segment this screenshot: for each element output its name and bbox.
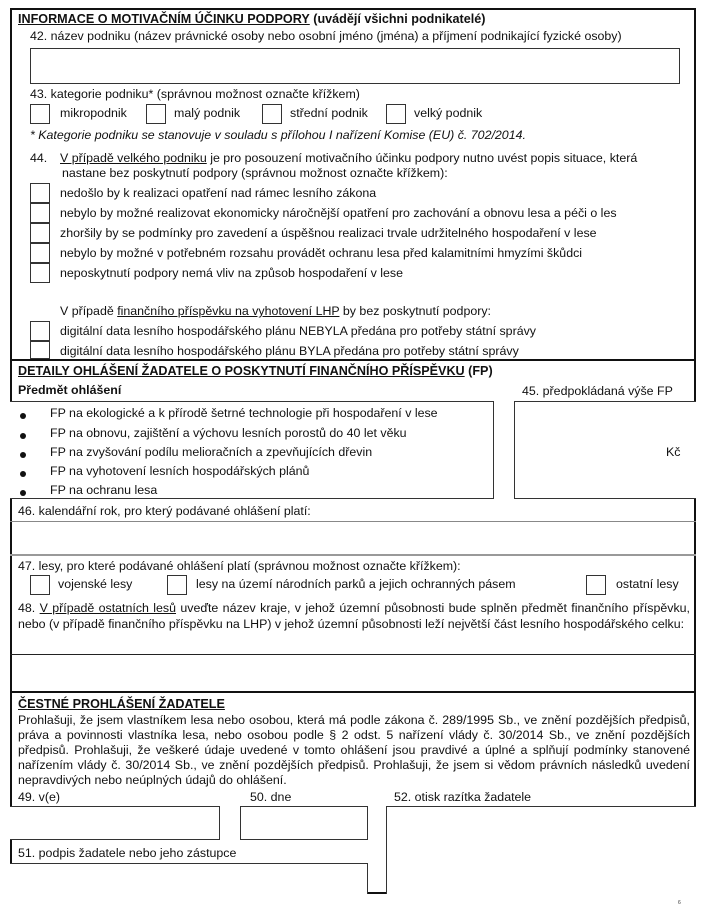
section-motivation-heading xyxy=(18,12,485,28)
q52-label: 52. otisk razítka žadatele xyxy=(394,790,532,804)
q43-footnote: * Kategorie podniku se stanovuje v souladu s přílohou I nařízení Komise (EU) č. 702/2014. xyxy=(30,128,526,142)
subject-item-1: FP na ekologické a k přírodě šetrné technologie při hospodaření v lese xyxy=(50,406,438,420)
q47-checkbox-national-parks[interactable] xyxy=(167,575,187,595)
q44-label xyxy=(60,151,690,167)
q51-signature-field[interactable] xyxy=(10,863,368,894)
q45-label: 45. předpokládaná výše FP xyxy=(522,384,673,398)
q50-date-field[interactable] xyxy=(240,806,368,840)
section-details-heading xyxy=(18,364,493,380)
q50-label: 50. dne xyxy=(250,790,292,804)
page-mark: 6 xyxy=(678,900,681,906)
q47-checkbox-military[interactable] xyxy=(30,575,50,595)
q43-label: 43. kategorie podniku* (správnou možnost označte křížkem) xyxy=(30,87,360,101)
q44-number: 44. xyxy=(30,151,48,165)
q47-option-military: vojenské lesy xyxy=(58,577,133,591)
q44-option-4: nebylo by možné v potřebném rozsahu provádět ochranu lesa před kalamitními hmyzími škůdci xyxy=(60,246,583,260)
subject-item-5: FP na ochranu lesa xyxy=(50,483,158,497)
lhp-intro-underlined: finančního příspěvku na vyhotovení LHP xyxy=(117,304,340,318)
q43-option-large: velký podnik xyxy=(414,106,483,120)
q42-label: 42. název podniku (název právnické osoby nebo osobní jméno (jména) a příjmení podnikající fyzické osoby) xyxy=(30,29,622,43)
subject-label: Předmět ohlášení xyxy=(18,383,122,397)
q42-company-name-field[interactable] xyxy=(30,48,680,84)
declaration-text: Prohlašuji, že jsem vlastníkem lesa nebo osobou, která má podle zákona č. 289/1995 Sb., ve znění pozdějších předpisů, práva a povinnosti vlastníka lesa, nebo osobou podle § 2 odst. 5 nařízení vlády č. 30/2014 Sb., ve znění pozdějších předpisů. Prohlašuji, že veškeré údaje uvedené v tomto ohlášení jsou pravdivé a úplné a splňují podmínky stanovené nařízením vlády č. 30/2014 Sb., ve znění pozdějších předpisů. Prohlašuji, že jsem si vědom právních následků uvedení nepravdivých nebo neúplných údajů do ohlášení. xyxy=(18,713,690,787)
q44-label-rest: je pro posouzení motivačního účinku podpory nutno uvést popis situace, která xyxy=(210,151,638,165)
q44-checkbox-5[interactable] xyxy=(30,263,50,283)
bullet-icon xyxy=(20,490,26,496)
bullet-icon xyxy=(20,452,26,458)
section-details-suffix: (FP) xyxy=(468,364,493,378)
bullet-icon xyxy=(20,471,26,477)
q46-year-field[interactable] xyxy=(12,522,694,554)
subject-item-2: FP na obnovu, zajištění a výchovu lesních porostů do 40 let věku xyxy=(50,426,407,440)
q51-label: 51. podpis žadatele nebo jeho zástupce xyxy=(18,846,237,860)
q44-checkbox-2[interactable] xyxy=(30,203,50,223)
q46-bottom-divider xyxy=(10,554,696,556)
section-declaration-title: ČESTNÉ PROHLÁŠENÍ ŽADATELE xyxy=(18,697,225,711)
q48-label: 48. V případě ostatních lesů uveďte název kraje, v jehož územní působnosti bude splněn předmět finančního příspěvku, nebo (v případě finančního příspěvku na LHP) v jehož územní působnosti leží největší část lesního hospodářského celku: xyxy=(18,601,690,631)
q44-checkbox-4[interactable] xyxy=(30,243,50,263)
q44-option-1: nedošlo by k realizaci opatření nad rámec lesního zákona xyxy=(60,186,377,200)
section-divider xyxy=(10,691,696,693)
q44-option-2: nebylo by možné realizovat ekonomicky náročnější opatření pro zachování a obnovu lesa a péči o les xyxy=(60,206,617,220)
q43-checkbox-micro[interactable] xyxy=(30,104,50,124)
q43-option-small: malý podnik xyxy=(174,106,241,120)
q48-label-underlined: V případě ostatních lesů xyxy=(39,601,177,615)
q45-currency: Kč xyxy=(666,445,681,459)
q47-checkbox-other[interactable] xyxy=(586,575,606,595)
q47-option-national-parks: lesy na území národních parků a jejich ochranných pásem xyxy=(196,577,516,591)
lhp-checkbox-delivered[interactable] xyxy=(30,341,50,359)
q43-checkbox-medium[interactable] xyxy=(262,104,282,124)
q43-option-micro: mikropodnik xyxy=(60,106,127,120)
lhp-checkbox-not-delivered[interactable] xyxy=(30,321,50,341)
subject-item-4: FP na vyhotovení lesních hospodářských plánů xyxy=(50,464,310,478)
q44-label-line2: nastane bez poskytnutí podpory (správnou možnost označte křížkem): xyxy=(62,166,448,180)
q52-stamp-field[interactable] xyxy=(386,806,696,894)
q47-option-other: ostatní lesy xyxy=(616,577,679,591)
q47-label: 47. lesy, pro které podávané ohlášení platí (správnou možnost označte křížkem): xyxy=(18,559,461,573)
q49-label: 49. v(e) xyxy=(18,790,61,804)
q44-option-5: neposkytnutí podpory nemá vliv na způsob hospodaření v lese xyxy=(60,266,404,280)
bullet-icon xyxy=(20,413,26,419)
lhp-option-delivered: digitální data lesního hospodářského plánu BYLA předána pro potřeby státní správy xyxy=(60,344,519,358)
lhp-intro: V případě finančního příspěvku na vyhotovení LHP by bez poskytnutí podpory: xyxy=(60,304,491,318)
q48-region-field[interactable] xyxy=(12,655,694,691)
q43-checkbox-large[interactable] xyxy=(386,104,406,124)
bullet-icon xyxy=(20,433,26,439)
subject-item-3: FP na zvyšování podílu melioračních a zpevňujících dřevin xyxy=(50,445,373,459)
q44-checkbox-3[interactable] xyxy=(30,223,50,243)
section-divider xyxy=(10,359,696,361)
section-details-title: DETAILY OHLÁŠENÍ ŽADATELE O POSKYTNUTÍ FINANČNÍHO PŘÍSPĚVKU xyxy=(18,364,465,378)
q49-place-field[interactable] xyxy=(10,806,220,840)
lhp-option-not-delivered: digitální data lesního hospodářského plánu NEBYLA předána pro potřeby státní správy xyxy=(60,324,536,338)
q44-option-3: zhoršily by se podmínky pro zavedení a úspěšnou realizaci trvale udržitelného hospodaření v lese xyxy=(60,226,597,240)
form-page xyxy=(10,8,696,894)
q43-checkbox-small[interactable] xyxy=(146,104,166,124)
q43-option-medium: střední podnik xyxy=(290,106,368,120)
section-motivation-title: INFORMACE O MOTIVAČNÍM ÚČINKU PODPORY xyxy=(18,12,310,26)
q44-label-underlined: V případě velkého podniku xyxy=(60,151,207,165)
q46-label: 46. kalendářní rok, pro který podávané ohlášení platí: xyxy=(18,504,311,518)
q44-checkbox-1[interactable] xyxy=(30,183,50,203)
section-motivation-suffix: (uvádějí všichni podnikatelé) xyxy=(313,12,486,26)
